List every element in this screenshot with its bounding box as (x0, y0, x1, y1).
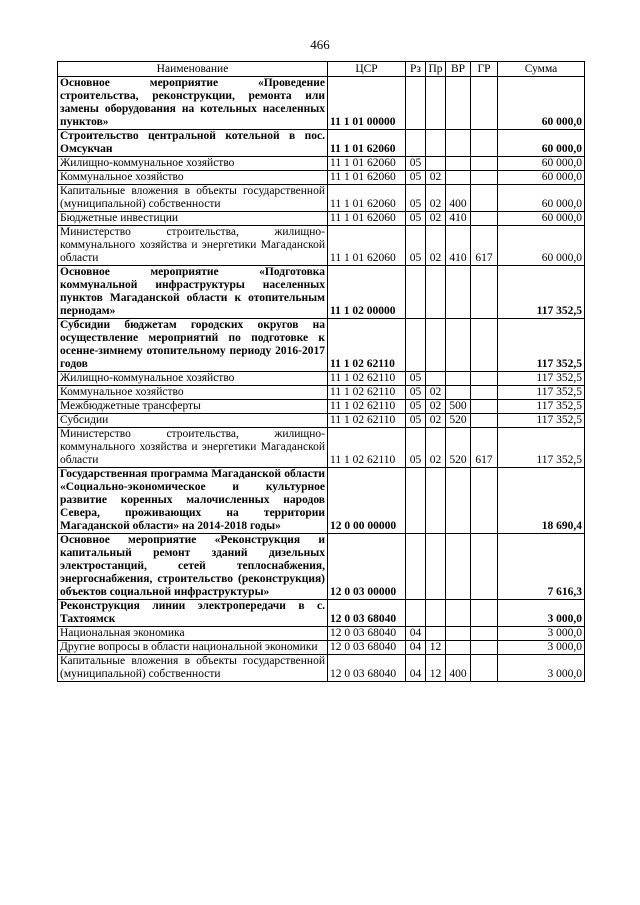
cell-name: Коммунальное хозяйство (58, 386, 328, 400)
cell-vr (446, 77, 471, 130)
cell-pr (426, 266, 446, 319)
cell-pr (426, 534, 446, 600)
cell-csr: 11 1 01 62060 (328, 130, 406, 157)
cell-csr: 11 1 02 62110 (328, 372, 406, 386)
cell-name: Реконструкция линии электропередачи в с. Тахтоямск (58, 600, 328, 627)
table-row (58, 400, 585, 414)
cell-vr (446, 600, 471, 627)
cell-sum: 60 000,0 (498, 185, 585, 212)
cell-sum: 60 000,0 (498, 157, 585, 171)
header-sum: Сумма (498, 62, 585, 77)
header-gr: ГР (471, 62, 498, 77)
cell-vr (446, 627, 471, 641)
cell-sum: 117 352,5 (498, 266, 585, 319)
cell-csr: 12 0 03 68040 (328, 600, 406, 627)
cell-sum: 3 000,0 (498, 641, 585, 655)
cell-vr: 400 (446, 185, 471, 212)
cell-vr (446, 171, 471, 185)
cell-name: Коммунальное хозяйство (58, 171, 328, 185)
cell-name: Министерство строительства, жилищно-коммунального хозяйства и энергетики Магаданской области (58, 226, 328, 266)
cell-csr: 11 1 01 62060 (328, 157, 406, 171)
cell-gr (471, 130, 498, 157)
cell-sum: 60 000,0 (498, 226, 585, 266)
cell-gr (471, 266, 498, 319)
cell-sum: 3 000,0 (498, 655, 585, 682)
table-header-row (58, 62, 585, 77)
cell-gr (471, 319, 498, 372)
cell-gr (471, 157, 498, 171)
cell-csr: 12 0 03 68040 (328, 641, 406, 655)
table-row (58, 130, 585, 157)
cell-sum: 117 352,5 (498, 372, 585, 386)
table-row (58, 641, 585, 655)
cell-rz: 04 (406, 655, 426, 682)
cell-vr (446, 266, 471, 319)
table-row (58, 414, 585, 428)
cell-gr: 617 (471, 428, 498, 468)
table-row (58, 171, 585, 185)
table-row (58, 157, 585, 171)
cell-pr (426, 372, 446, 386)
table-row (58, 534, 585, 600)
cell-gr (471, 534, 498, 600)
cell-name: Национальная экономика (58, 627, 328, 641)
table-row (58, 627, 585, 641)
cell-vr (446, 386, 471, 400)
cell-csr: 11 1 01 62060 (328, 212, 406, 226)
table-row (58, 319, 585, 372)
cell-vr (446, 319, 471, 372)
cell-gr (471, 386, 498, 400)
cell-gr (471, 414, 498, 428)
cell-name: Жилищно-коммунальное хозяйство (58, 157, 328, 171)
cell-vr: 500 (446, 400, 471, 414)
cell-rz: 05 (406, 386, 426, 400)
cell-rz (406, 319, 426, 372)
cell-csr: 11 1 01 00000 (328, 77, 406, 130)
cell-sum: 60 000,0 (498, 130, 585, 157)
cell-pr: 12 (426, 655, 446, 682)
cell-sum: 60 000,0 (498, 212, 585, 226)
cell-csr: 11 1 02 62110 (328, 414, 406, 428)
cell-rz (406, 77, 426, 130)
cell-gr (471, 400, 498, 414)
cell-name: Основное мероприятие «Подготовка коммунальной инфраструктуры населенных пунктов Магаданской области к отопительным периодам» (58, 266, 328, 319)
cell-name: Бюджетные инвестиции (58, 212, 328, 226)
header-vr: ВР (446, 62, 471, 77)
table-row (58, 655, 585, 682)
cell-sum: 117 352,5 (498, 319, 585, 372)
cell-vr (446, 468, 471, 534)
cell-sum: 117 352,5 (498, 400, 585, 414)
cell-name: Капитальные вложения в объекты государственной (муниципальной) собственности (58, 655, 328, 682)
cell-pr (426, 600, 446, 627)
cell-rz (406, 468, 426, 534)
cell-name: Другие вопросы в области национальной экономики (58, 641, 328, 655)
cell-csr: 11 1 02 62110 (328, 428, 406, 468)
header-csr: ЦСР (328, 62, 406, 77)
cell-rz (406, 266, 426, 319)
table-row (58, 600, 585, 627)
cell-rz: 05 (406, 171, 426, 185)
cell-pr: 02 (426, 386, 446, 400)
cell-pr (426, 130, 446, 157)
cell-vr (446, 130, 471, 157)
cell-rz (406, 534, 426, 600)
cell-pr: 02 (426, 414, 446, 428)
cell-rz: 05 (406, 226, 426, 266)
header-rz: Рз (406, 62, 426, 77)
cell-rz: 05 (406, 414, 426, 428)
cell-gr (471, 468, 498, 534)
cell-rz (406, 600, 426, 627)
table-row (58, 468, 585, 534)
cell-gr (471, 600, 498, 627)
cell-pr: 02 (426, 226, 446, 266)
cell-csr: 12 0 03 68040 (328, 627, 406, 641)
cell-sum: 18 690,4 (498, 468, 585, 534)
cell-gr: 617 (471, 226, 498, 266)
cell-gr (471, 185, 498, 212)
cell-name: Основное мероприятие «Проведение строительства, реконструкции, ремонта или замены оборудования на котельных населенных пунктов» (58, 77, 328, 130)
cell-vr: 520 (446, 414, 471, 428)
cell-vr (446, 372, 471, 386)
cell-gr (471, 77, 498, 130)
cell-gr (471, 171, 498, 185)
table-row (58, 266, 585, 319)
cell-name: Государственная программа Магаданской области «Социально-экономическое и культурное развитие коренных малочисленных народов Севера, проживающих на территории Магаданской области» на 2014-2018 годы» (58, 468, 328, 534)
cell-name: Жилищно-коммунальное хозяйство (58, 372, 328, 386)
cell-vr (446, 641, 471, 655)
cell-csr: 12 0 00 00000 (328, 468, 406, 534)
cell-sum: 117 352,5 (498, 414, 585, 428)
cell-sum: 3 000,0 (498, 627, 585, 641)
cell-pr (426, 319, 446, 372)
cell-pr: 02 (426, 171, 446, 185)
cell-rz (406, 130, 426, 157)
cell-csr: 11 1 02 00000 (328, 266, 406, 319)
cell-csr: 12 0 03 68040 (328, 655, 406, 682)
cell-pr: 02 (426, 185, 446, 212)
cell-name: Межбюджетные трансферты (58, 400, 328, 414)
table-row (58, 428, 585, 468)
table-row (58, 226, 585, 266)
cell-gr (471, 641, 498, 655)
cell-pr (426, 157, 446, 171)
header-pr: Пр (426, 62, 446, 77)
cell-pr: 02 (426, 400, 446, 414)
cell-rz: 04 (406, 641, 426, 655)
cell-name: Строительство центральной котельной в пос. Омсукчан (58, 130, 328, 157)
cell-pr (426, 627, 446, 641)
cell-name: Субсидии бюджетам городских округов на осуществление мероприятий по подготовке к осенне-зимнему отопительному периоду 2016-2017 годов (58, 319, 328, 372)
cell-sum: 60 000,0 (498, 171, 585, 185)
cell-sum: 117 352,5 (498, 386, 585, 400)
cell-name: Субсидии (58, 414, 328, 428)
table-row (58, 386, 585, 400)
cell-sum: 60 000,0 (498, 77, 585, 130)
cell-rz: 05 (406, 400, 426, 414)
cell-pr (426, 468, 446, 534)
table-row (58, 372, 585, 386)
cell-gr (471, 627, 498, 641)
cell-gr (471, 212, 498, 226)
cell-pr (426, 77, 446, 130)
cell-vr (446, 534, 471, 600)
table-body (58, 77, 585, 682)
cell-rz: 05 (406, 185, 426, 212)
cell-gr (471, 372, 498, 386)
cell-rz: 04 (406, 627, 426, 641)
cell-name: Министерство строительства, жилищно-коммунального хозяйства и энергетики Магаданской области (58, 428, 328, 468)
cell-rz: 05 (406, 212, 426, 226)
cell-csr: 11 1 01 62060 (328, 185, 406, 212)
cell-pr: 02 (426, 212, 446, 226)
cell-sum: 117 352,5 (498, 428, 585, 468)
cell-name: Капитальные вложения в объекты государственной (муниципальной) собственности (58, 185, 328, 212)
cell-vr: 400 (446, 655, 471, 682)
table-row (58, 212, 585, 226)
cell-sum: 3 000,0 (498, 600, 585, 627)
cell-csr: 11 1 02 62110 (328, 319, 406, 372)
cell-name: Основное мероприятие «Реконструкция и капитальный ремонт зданий дизельных электростанций, сетей теплоснабжения, энергоснабжения, строительство (реконструкция) объектов социальной инфраструктуры» (58, 534, 328, 600)
header-name: Наименование (58, 62, 328, 77)
cell-rz: 05 (406, 157, 426, 171)
cell-rz: 05 (406, 428, 426, 468)
cell-csr: 12 0 03 00000 (328, 534, 406, 600)
cell-csr: 11 1 02 62110 (328, 386, 406, 400)
cell-csr: 11 1 02 62110 (328, 400, 406, 414)
budget-table (57, 61, 585, 682)
table-row (58, 185, 585, 212)
cell-vr: 410 (446, 212, 471, 226)
table-row (58, 77, 585, 130)
cell-csr: 11 1 01 62060 (328, 226, 406, 266)
cell-pr: 02 (426, 428, 446, 468)
cell-pr: 12 (426, 641, 446, 655)
cell-sum: 7 616,3 (498, 534, 585, 600)
cell-csr: 11 1 01 62060 (328, 171, 406, 185)
cell-vr: 410 (446, 226, 471, 266)
cell-vr: 520 (446, 428, 471, 468)
cell-gr (471, 655, 498, 682)
cell-rz: 05 (406, 372, 426, 386)
cell-vr (446, 157, 471, 171)
page-number: 466 (310, 37, 330, 52)
